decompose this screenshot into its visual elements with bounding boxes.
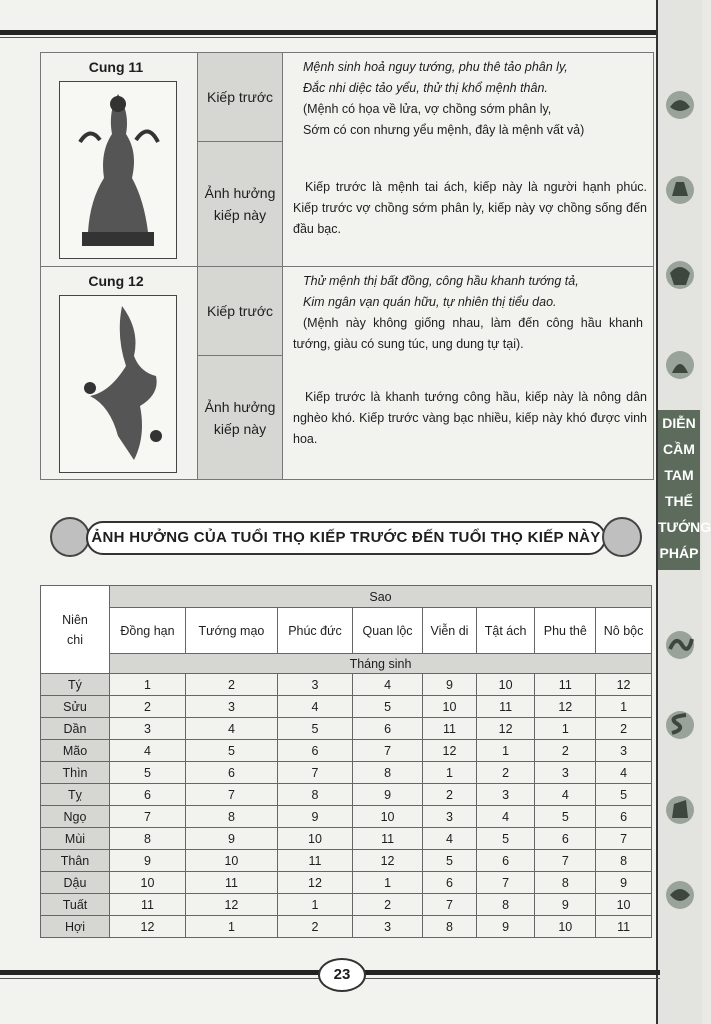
table-cell: 11 bbox=[352, 828, 422, 850]
table-cell: 6 bbox=[476, 850, 535, 872]
column-header: Viễn di bbox=[423, 608, 477, 654]
table-cell: 3 bbox=[476, 784, 535, 806]
table-cell: 4 bbox=[476, 806, 535, 828]
table-cell: 2 bbox=[596, 718, 652, 740]
table-cell: 6 bbox=[277, 740, 352, 762]
table-cell: 3 bbox=[423, 806, 477, 828]
table-cell: 12 bbox=[352, 850, 422, 872]
table-cell: 4 bbox=[535, 784, 596, 806]
table-cell: 7 bbox=[277, 762, 352, 784]
cung-11-anh-huong-label bbox=[197, 142, 283, 266]
table-cell: 5 bbox=[110, 762, 186, 784]
zodiac-cat-icon bbox=[662, 345, 698, 385]
table-cell: 8 bbox=[185, 806, 277, 828]
table-cell: 11 bbox=[277, 850, 352, 872]
table-cell: 6 bbox=[352, 718, 422, 740]
table-cell: 9 bbox=[535, 894, 596, 916]
zodiac-horse-icon bbox=[662, 790, 698, 830]
table-cell: 3 bbox=[352, 916, 422, 938]
cung-12-title: Cung 12 bbox=[88, 273, 144, 289]
table-cell: 12 bbox=[423, 740, 477, 762]
poem-line: Kim ngân vạn quán hữu, tự nhiên thị tiểu dao. bbox=[303, 295, 557, 309]
table-cell: 8 bbox=[423, 916, 477, 938]
table-cell: 3 bbox=[185, 696, 277, 718]
table-row bbox=[41, 894, 652, 916]
column-header: Phu thê bbox=[535, 608, 596, 654]
table-cell: 8 bbox=[277, 784, 352, 806]
zodiac-ox-icon bbox=[662, 170, 698, 210]
table-row bbox=[41, 872, 652, 894]
table-row bbox=[41, 740, 652, 762]
page-number: 23 bbox=[318, 958, 366, 992]
column-header: Đồng hạn bbox=[110, 608, 186, 654]
table-cell: 1 bbox=[596, 696, 652, 718]
table-cell: 9 bbox=[110, 850, 186, 872]
chapter-tab-line: TAM bbox=[664, 467, 694, 483]
table-cell: 8 bbox=[476, 894, 535, 916]
table-cell: 2 bbox=[476, 762, 535, 784]
table-cell: 10 bbox=[535, 916, 596, 938]
zodiac-snake-icon bbox=[662, 705, 698, 745]
table-cell: 12 bbox=[110, 916, 186, 938]
table-cell: 1 bbox=[277, 894, 352, 916]
cung-table bbox=[40, 52, 654, 480]
table-cell: 11 bbox=[185, 872, 277, 894]
row-label: Mùi bbox=[41, 828, 110, 850]
row-label: Tý bbox=[41, 674, 110, 696]
row-label: Dậu bbox=[41, 872, 110, 894]
poem-line: Thử mệnh thị bất đồng, công hầu khanh tướng tả, bbox=[303, 274, 579, 288]
table-cell: 11 bbox=[596, 916, 652, 938]
table-row bbox=[41, 850, 652, 872]
row-label: Sửu bbox=[41, 696, 110, 718]
table-cell: 1 bbox=[535, 718, 596, 740]
table-cell: 2 bbox=[352, 894, 422, 916]
table-cell: 1 bbox=[476, 740, 535, 762]
note-line: (Mệnh có họa về lửa, vợ chồng sớm phân ly, bbox=[303, 102, 552, 116]
anh-huong-label-text: Ảnh hưởng kiếp này bbox=[204, 185, 276, 223]
table-cell: 2 bbox=[277, 916, 352, 938]
cung-11-illustration bbox=[59, 81, 177, 259]
corner-label: Niên chi bbox=[62, 612, 88, 647]
table-cell: 6 bbox=[110, 784, 186, 806]
table-row bbox=[41, 916, 652, 938]
chapter-tab-line: PHÁP bbox=[659, 545, 699, 561]
table-cell: 6 bbox=[535, 828, 596, 850]
poem-line: Mệnh sinh hoả nguy tướng, phu thê tảo phân ly, bbox=[303, 60, 568, 74]
table-cell: 5 bbox=[596, 784, 652, 806]
row-label: Hợi bbox=[41, 916, 110, 938]
poem-line: Đắc nhi diệc tảo yểu, thử thị khổ mệnh thân. bbox=[303, 81, 548, 95]
cung-12-kiep-truoc-text bbox=[293, 271, 643, 355]
chapter-tab-line: TƯỚNG bbox=[658, 519, 711, 535]
table-cell: 4 bbox=[185, 718, 277, 740]
note-line: Sớm có con nhưng yểu mệnh, đây là mệnh vất vả) bbox=[303, 123, 585, 137]
table-cell: 6 bbox=[185, 762, 277, 784]
anh-huong-label-text: Ảnh hưởng kiếp này bbox=[204, 398, 276, 437]
table-cell: 12 bbox=[535, 696, 596, 718]
thang-sinh-header: Tháng sinh bbox=[110, 654, 652, 674]
table-cell: 12 bbox=[596, 674, 652, 696]
table-cell: 4 bbox=[596, 762, 652, 784]
table-cell: 2 bbox=[423, 784, 477, 806]
table-row bbox=[41, 828, 652, 850]
row-label: Tuất bbox=[41, 894, 110, 916]
table-row bbox=[41, 784, 652, 806]
table-row bbox=[41, 806, 652, 828]
zodiac-tiger-icon bbox=[662, 255, 698, 295]
column-header: Phúc đức bbox=[277, 608, 352, 654]
table-cell: 7 bbox=[596, 828, 652, 850]
row-label: Thân bbox=[41, 850, 110, 872]
table-cell: 5 bbox=[185, 740, 277, 762]
column-header: Quan lộc bbox=[352, 608, 422, 654]
table-cell: 3 bbox=[535, 762, 596, 784]
cung-11-title: Cung 11 bbox=[88, 59, 144, 75]
cung-11-anh-huong-text: Kiếp trước là mệnh tai ách, kiếp này là người hạnh phúc. Kiếp trước vợ chồng sớm phân ly, kiếp này vợ chồng sống đến đầu bạc. bbox=[293, 180, 647, 236]
table-cell: 8 bbox=[596, 850, 652, 872]
table-cell: 10 bbox=[423, 696, 477, 718]
zodiac-goat-icon bbox=[662, 875, 698, 915]
table-cell: 12 bbox=[277, 872, 352, 894]
table-cell: 10 bbox=[476, 674, 535, 696]
table-cell: 1 bbox=[352, 872, 422, 894]
section-title: ẢNH HƯỞNG CỦA TUỔI THỌ KIẾP TRƯỚC ĐẾN TUỔI THỌ KIẾP NÀY bbox=[91, 529, 601, 546]
table-row bbox=[41, 674, 652, 696]
table-cell: 9 bbox=[476, 916, 535, 938]
table-cell: 5 bbox=[352, 696, 422, 718]
cung-12-kiep-truoc-label: Kiếp trước bbox=[197, 267, 283, 355]
table-cell: 3 bbox=[277, 674, 352, 696]
sao-header: Sao bbox=[110, 586, 652, 608]
table-cell: 4 bbox=[110, 740, 186, 762]
row-label: Thìn bbox=[41, 762, 110, 784]
cung-11-kiep-truoc-label: Kiếp trước bbox=[197, 53, 283, 141]
table-cell: 12 bbox=[476, 718, 535, 740]
zodiac-dragon-icon bbox=[662, 625, 698, 665]
table-cell: 9 bbox=[423, 674, 477, 696]
cung-12-anh-huong-label bbox=[197, 356, 283, 479]
table-cell: 5 bbox=[423, 850, 477, 872]
table-cell: 7 bbox=[423, 894, 477, 916]
table-cell: 5 bbox=[535, 806, 596, 828]
cung-divider bbox=[41, 266, 653, 267]
column-header-row bbox=[41, 608, 652, 654]
table-cell: 11 bbox=[535, 674, 596, 696]
chapter-tab-line: THẾ bbox=[665, 493, 693, 509]
cung-11-kiep-truoc-text bbox=[293, 57, 643, 141]
column-header: Tướng mạo bbox=[185, 608, 277, 654]
dragon-medallion-icon bbox=[602, 517, 642, 557]
row-label: Tỵ bbox=[41, 784, 110, 806]
table-row bbox=[41, 696, 652, 718]
table-cell: 2 bbox=[110, 696, 186, 718]
table-cell: 10 bbox=[277, 828, 352, 850]
table-cell: 6 bbox=[596, 806, 652, 828]
row-label: Dần bbox=[41, 718, 110, 740]
section-banner bbox=[46, 515, 646, 561]
table-cell: 1 bbox=[110, 674, 186, 696]
table-cell: 5 bbox=[476, 828, 535, 850]
table-cell: 8 bbox=[352, 762, 422, 784]
column-header: Tật ách bbox=[476, 608, 535, 654]
table-cell: 8 bbox=[110, 828, 186, 850]
table-cell: 2 bbox=[535, 740, 596, 762]
table-row bbox=[41, 718, 652, 740]
table-cell: 4 bbox=[277, 696, 352, 718]
table-cell: 11 bbox=[476, 696, 535, 718]
table-cell: 4 bbox=[352, 674, 422, 696]
table-cell: 10 bbox=[110, 872, 186, 894]
table-cell: 3 bbox=[596, 740, 652, 762]
table-cell: 10 bbox=[185, 850, 277, 872]
table-cell: 7 bbox=[476, 872, 535, 894]
table-cell: 9 bbox=[596, 872, 652, 894]
table-cell: 12 bbox=[185, 894, 277, 916]
table-cell: 9 bbox=[352, 784, 422, 806]
row-label: Mão bbox=[41, 740, 110, 762]
corner-header bbox=[41, 586, 110, 674]
top-rule bbox=[0, 30, 700, 35]
chapter-tab[interactable] bbox=[658, 410, 711, 570]
table-cell: 9 bbox=[185, 828, 277, 850]
table-cell: 1 bbox=[185, 916, 277, 938]
column-header: Nô bộc bbox=[596, 608, 652, 654]
table-cell: 2 bbox=[185, 674, 277, 696]
table-cell: 7 bbox=[352, 740, 422, 762]
table-cell: 4 bbox=[423, 828, 477, 850]
table-cell: 10 bbox=[352, 806, 422, 828]
table-cell: 3 bbox=[110, 718, 186, 740]
dragon-medallion-icon bbox=[50, 517, 90, 557]
table-cell: 5 bbox=[277, 718, 352, 740]
table-cell: 11 bbox=[110, 894, 186, 916]
top-rule-thin bbox=[0, 37, 700, 38]
table-cell: 9 bbox=[277, 806, 352, 828]
sao-table-body bbox=[41, 674, 652, 938]
zodiac-rat-icon bbox=[662, 85, 698, 125]
table-cell: 7 bbox=[535, 850, 596, 872]
cung-12-anh-huong-text: Kiếp trước là khanh tướng công hầu, kiếp này là nông dân nghèo khó. Kiếp trước vàng bạc nhiều, kiếp này khó được vinh hoa. bbox=[293, 390, 647, 446]
table-cell: 7 bbox=[110, 806, 186, 828]
table-row bbox=[41, 762, 652, 784]
table-cell: 11 bbox=[423, 718, 477, 740]
table-cell: 6 bbox=[423, 872, 477, 894]
chapter-tab-line: CẦM bbox=[663, 441, 695, 457]
table-cell: 7 bbox=[185, 784, 277, 806]
table-cell: 10 bbox=[596, 894, 652, 916]
chapter-tab-line: DIỄN bbox=[662, 415, 696, 431]
table-cell: 8 bbox=[535, 872, 596, 894]
cung-12-illustration bbox=[59, 295, 177, 473]
sao-table bbox=[40, 585, 652, 938]
row-label: Ngọ bbox=[41, 806, 110, 828]
table-cell: 1 bbox=[423, 762, 477, 784]
note-line: (Mệnh này không giống nhau, làm đến công hầu khanh tướng, giàu có sung túc, ung dung tự tại). bbox=[293, 316, 643, 351]
